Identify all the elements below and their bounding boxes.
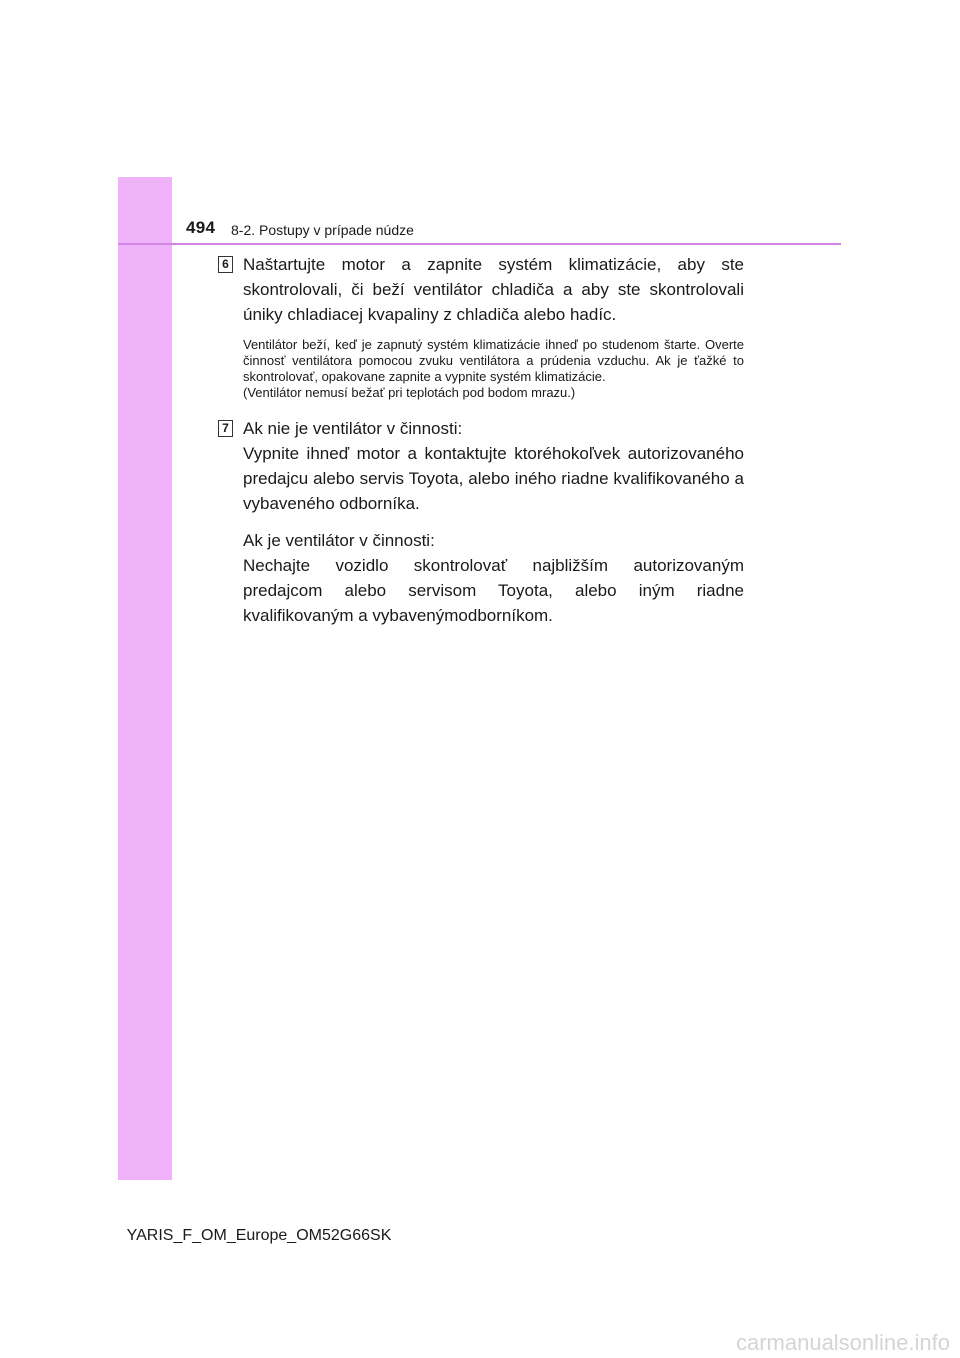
header-divider bbox=[118, 243, 841, 245]
page-number: 494 bbox=[186, 218, 216, 237]
watermark: carmanualsonline.info bbox=[735, 1330, 950, 1355]
section-title: 8-2. Postupy v prípade núdze bbox=[231, 222, 414, 238]
step-7-case2-text: Nechajte vozidlo skontrolovať najbližším autorizovaným predajcom alebo servisom Toyota, alebo iným riadne kvalifikovaným a vybavenýmodborníkom. bbox=[243, 556, 744, 625]
step-7-case2-heading: Ak je ventilátor v činnosti: bbox=[243, 531, 435, 550]
step-6-instruction: Naštartujte motor a zapnite systém klimatizácie, aby ste skontrolovali, či beží ventilátor chladiča a aby ste skontrolovali úniky chladiacej kvapaliny z chladiča alebo hadíc. bbox=[243, 255, 744, 324]
step-7 bbox=[218, 416, 744, 628]
step-6 bbox=[218, 252, 744, 401]
step-badge-7: 7 bbox=[218, 420, 233, 437]
step-7-body bbox=[243, 416, 744, 628]
footer bbox=[0, 1227, 960, 1245]
document-code: YARIS_F_OM_Europe_OM52G66SK bbox=[126, 1227, 392, 1244]
step-7-case1-text: Vypnite ihneď motor a kontaktujte ktoréhokoľvek autorizovaného predajcu alebo servis Toyota, alebo iného riadne kvalifikovaného a vybaveného odborníka. bbox=[243, 444, 744, 513]
step-7-case1-heading: Ak nie je ventilátor v činnosti: bbox=[243, 419, 463, 438]
side-color-band bbox=[118, 177, 172, 1180]
step-6-note-freezing: (Ventilátor nemusí bežať pri teplotách pod bodom mrazu.) bbox=[243, 385, 576, 400]
step-6-body bbox=[243, 252, 744, 401]
step-badge-6: 6 bbox=[218, 256, 233, 273]
step-6-note: Ventilátor beží, keď je zapnutý systém klimatizácie ihneď po studenom štarte. Overte činnosť ventilátora pomocou zvuku ventilátora a prúdenia vzduchu. Ak je ťažké to skontrolovať, opakovane zapnite a vypnite systém klimatizácie. bbox=[243, 337, 744, 384]
